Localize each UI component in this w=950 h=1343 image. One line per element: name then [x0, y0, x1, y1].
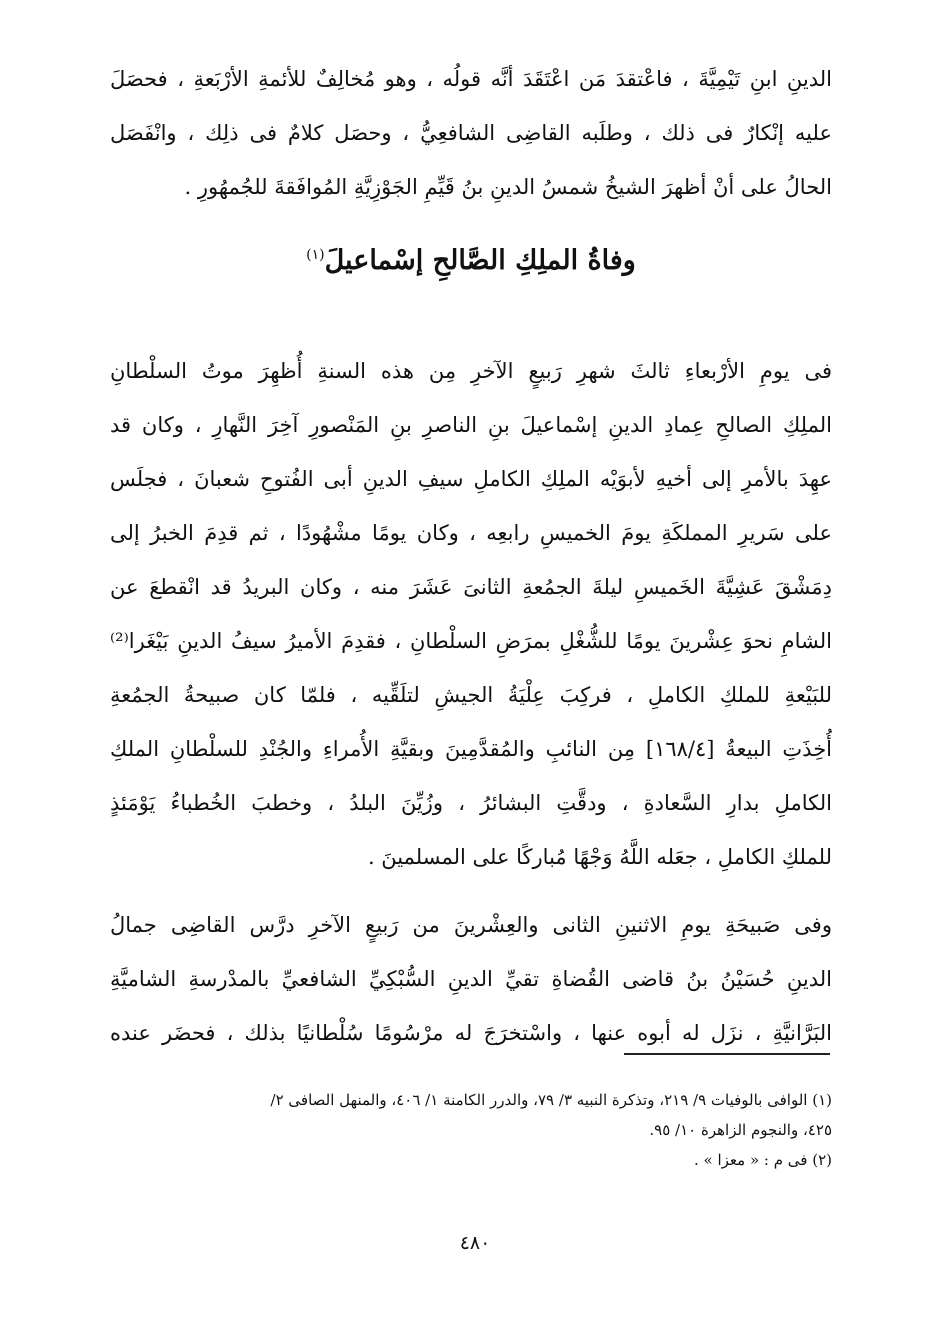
- page-body: [110, 52, 832, 1060]
- heading-title: وفاةُ الملِكِ الصَّالحِ إسْماعيلَ: [324, 245, 636, 276]
- text-line: الدينِ ابنِ تَيْمِيَّةَ ، فاعْتقدَ مَن اعْتَقَدَ أنَّه قولُه ، وهو مُخالِفٌ للأئمةِ الأرْبَعةِ ، فحصَلَ: [110, 67, 832, 91]
- footnote-line: (١) الوافى بالوفيات ٩/ ٢١٩، وتذكرة النبيه ٣/ ٧٩، والدرر الكامنة ١/ ٤٠٦، والمنهل الصافى ٢/: [270, 1091, 832, 1109]
- paragraph-1: [110, 344, 832, 884]
- text-line: الحالُ على أنْ أظهرَ الشيخُ شمسُ الدينِ بنُ قَيِّمِ الجَوْزِيَّةِ المُوافَقةَ للجُمهُورِ .: [184, 175, 832, 199]
- text-line: عليه إنْكارٌ فى ذلك ، وطلَبه القاضِى الشافعِيُّ ، وحصَل كلامٌ فى ذلِك ، وانْفَصَل: [110, 121, 832, 145]
- footnote-line: ٤٢٥، والنجوم الزاهرة ١٠/ ٩٥.: [649, 1121, 832, 1139]
- text-line: أُخِذَتِ البيعةُ [١٦٨/٤] مِن النائبِ والمُقدَّمِينَ وبقيَّةِ الأُمراءِ والجُنْدِ للسلْطانِ الملكِ: [110, 737, 832, 761]
- paragraph-spacer: [110, 884, 832, 898]
- text-line: الكاملِ بدارِ السَّعادةِ ، ودقَّتِ البشائرُ ، وزُيِّنَ البلدُ ، وخطبَ الخُطباءُ يَوْمَئذٍ: [110, 791, 832, 815]
- text-line: للملكِ الكاملِ ، جعَله اللَّهُ وَجْهًا مُباركًا على المسلمينَ .: [367, 845, 832, 869]
- page-number: ٤٨٠: [459, 1232, 491, 1254]
- text-line: الشامِ نحوَ عِشْرينَ يومًا للشُّغْلِ بمرَضِ السلْطانِ ، فقدِمَ الأميرُ سيفُ الدينِ بَيْغَرا⁽²⁾: [110, 629, 832, 653]
- paragraph-2: [110, 898, 832, 1060]
- footnotes: [110, 1085, 832, 1175]
- section-heading: [110, 222, 832, 288]
- intro-paragraph: [110, 52, 832, 214]
- text-line: عهِدَ بالأمرِ إلى أخيهِ لأبوَيْه الملِكِ الكاملِ سيفِ الدينِ أبى الفُتوحِ شعبانَ ، فجلَس: [110, 467, 832, 491]
- text-line: وفى صَبيحَةِ يومِ الاثنينِ الثانى والعِشْرينَ من رَبيعٍ الآخرِ درَّس القاضِى جمالُ: [110, 913, 832, 937]
- text-line: الملِكِ الصالحِ عِمادِ الدينِ إسْماعيلَ بنِ الناصرِ بنِ المَنْصورِ آخِرَ النَّهارِ ، وكان قد: [110, 413, 832, 437]
- text-line: الدينِ حُسَيْنُ بنُ قاضى القُضاةِ تقيِّ الدينِ السُّبْكِيِّ الشافعيِّ بالمدْرسةِ الشاميَّةِ: [110, 967, 832, 991]
- footnote-separator: [624, 1053, 830, 1055]
- heading-footnote-ref: (١): [306, 247, 325, 263]
- text-line: على سَريرِ المملكَةِ يومَ الخميسِ رابعِه ، وكان يومًا مشْهُودًا ، ثم قدِمَ الخبرُ إلى: [110, 521, 832, 545]
- text-line: فى يومِ الأرْبعاءِ ثالثَ شهرِ رَبيعٍ الآخرِ مِن هذه السنةِ أُظهِرَ موتُ السلْطانِ: [110, 359, 832, 383]
- text-line: البَرَّانيَّةِ ، نزَل له أبوه عنها ، واسْتخرَجَ له مرْسُومًا سُلْطانيًا بذلك ، فحضَر عنده: [110, 1021, 832, 1045]
- text-line: للبَيْعةِ للملكِ الكاملِ ، فركِبَ عِلْيَةُ الجيشِ لتلَقِّيه ، فلمّا كان صبيحةُ الجمُعةِ: [110, 683, 832, 707]
- footnote-line: (٢) فى م : « معزا » .: [693, 1151, 832, 1169]
- text-line: دِمَشْقَ عَشِيَّةَ الخَميسِ ليلةَ الجمُعةِ الثانىَ عَشَرَ منه ، وكان البريدُ قد انْقطعَ عن: [110, 575, 832, 599]
